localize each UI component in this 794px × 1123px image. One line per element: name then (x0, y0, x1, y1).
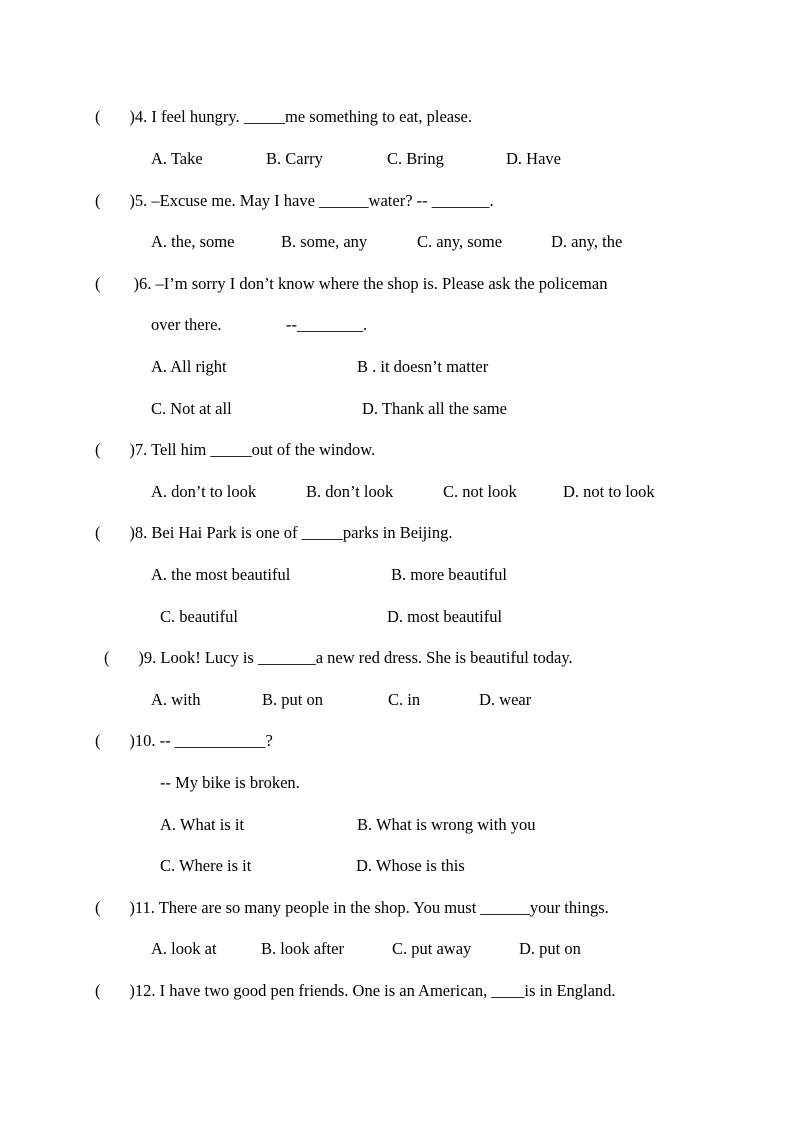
question-8-option-b: B. more beautiful (391, 565, 507, 584)
question-11-option-d: D. put on (519, 939, 581, 958)
question-6-option-d: D. Thank all the same (362, 399, 507, 418)
question-5-option-c: C. any, some (417, 232, 503, 251)
question-9-option-c: C. in (388, 690, 421, 709)
question-7-stem: ( )7. Tell him _____out of the window. (95, 440, 376, 459)
question-6-stem-continued: over there. (151, 315, 222, 334)
question-6-stem: ( )6. –I’m sorry I don’t know where the shop is. Please ask the policeman (95, 274, 608, 293)
question-9-option-b: B. put on (262, 690, 323, 709)
question-11-option-a: A. look at (151, 939, 217, 958)
question-10-stem: ( )10. -- ___________? (95, 731, 273, 750)
question-4-option-a: A. Take (151, 149, 203, 168)
question-4-option-b: B. Carry (266, 149, 323, 168)
question-5-option-a: A. the, some (151, 232, 235, 251)
question-6-reply-blank: --________. (286, 315, 368, 334)
question-4-stem: ( )4. I feel hungry. _____me something to eat, please. (95, 107, 472, 126)
question-11-stem: ( )11. There are so many people in the shop. You must ______your things. (95, 898, 609, 917)
question-8-stem: ( )8. Bei Hai Park is one of _____parks in Beijing. (95, 523, 453, 542)
question-9-option-d: D. wear (479, 690, 532, 709)
question-5-stem: ( )5. –Excuse me. May I have ______water? -- _______. (95, 191, 494, 210)
question-10-option-a: A. What is it (160, 815, 245, 834)
question-11-option-b: B. look after (261, 939, 344, 958)
question-8-option-a: A. the most beautiful (151, 565, 291, 584)
question-10-option-d: D. Whose is this (356, 856, 465, 875)
question-9-stem: ( )9. Look! Lucy is _______a new red dress. She is beautiful today. (104, 648, 573, 667)
question-4-option-d: D. Have (506, 149, 561, 168)
question-8-option-c: C. beautiful (160, 607, 238, 626)
question-6-option-a: A. All right (151, 357, 227, 376)
question-8-option-d: D. most beautiful (387, 607, 503, 626)
question-5-option-b: B. some, any (281, 232, 368, 251)
question-10-option-b: B. What is wrong with you (357, 815, 536, 834)
question-7-option-a: A. don’t to look (151, 482, 257, 501)
question-5-option-d: D. any, the (551, 232, 623, 251)
question-11-option-c: C. put away (392, 939, 472, 958)
question-6-option-b: B . it doesn’t matter (357, 357, 489, 376)
question-10-reply: -- My bike is broken. (160, 773, 300, 792)
question-6-option-c: C. Not at all (151, 399, 232, 418)
question-7-option-c: C. not look (443, 482, 517, 501)
question-12-stem: ( )12. I have two good pen friends. One is an American, ____is in England. (95, 981, 616, 1000)
question-10-option-c: C. Where is it (160, 856, 252, 875)
question-7-option-b: B. don’t look (306, 482, 394, 501)
question-7-option-d: D. not to look (563, 482, 655, 501)
question-9-option-a: A. with (151, 690, 201, 709)
question-4-option-c: C. Bring (387, 149, 444, 168)
